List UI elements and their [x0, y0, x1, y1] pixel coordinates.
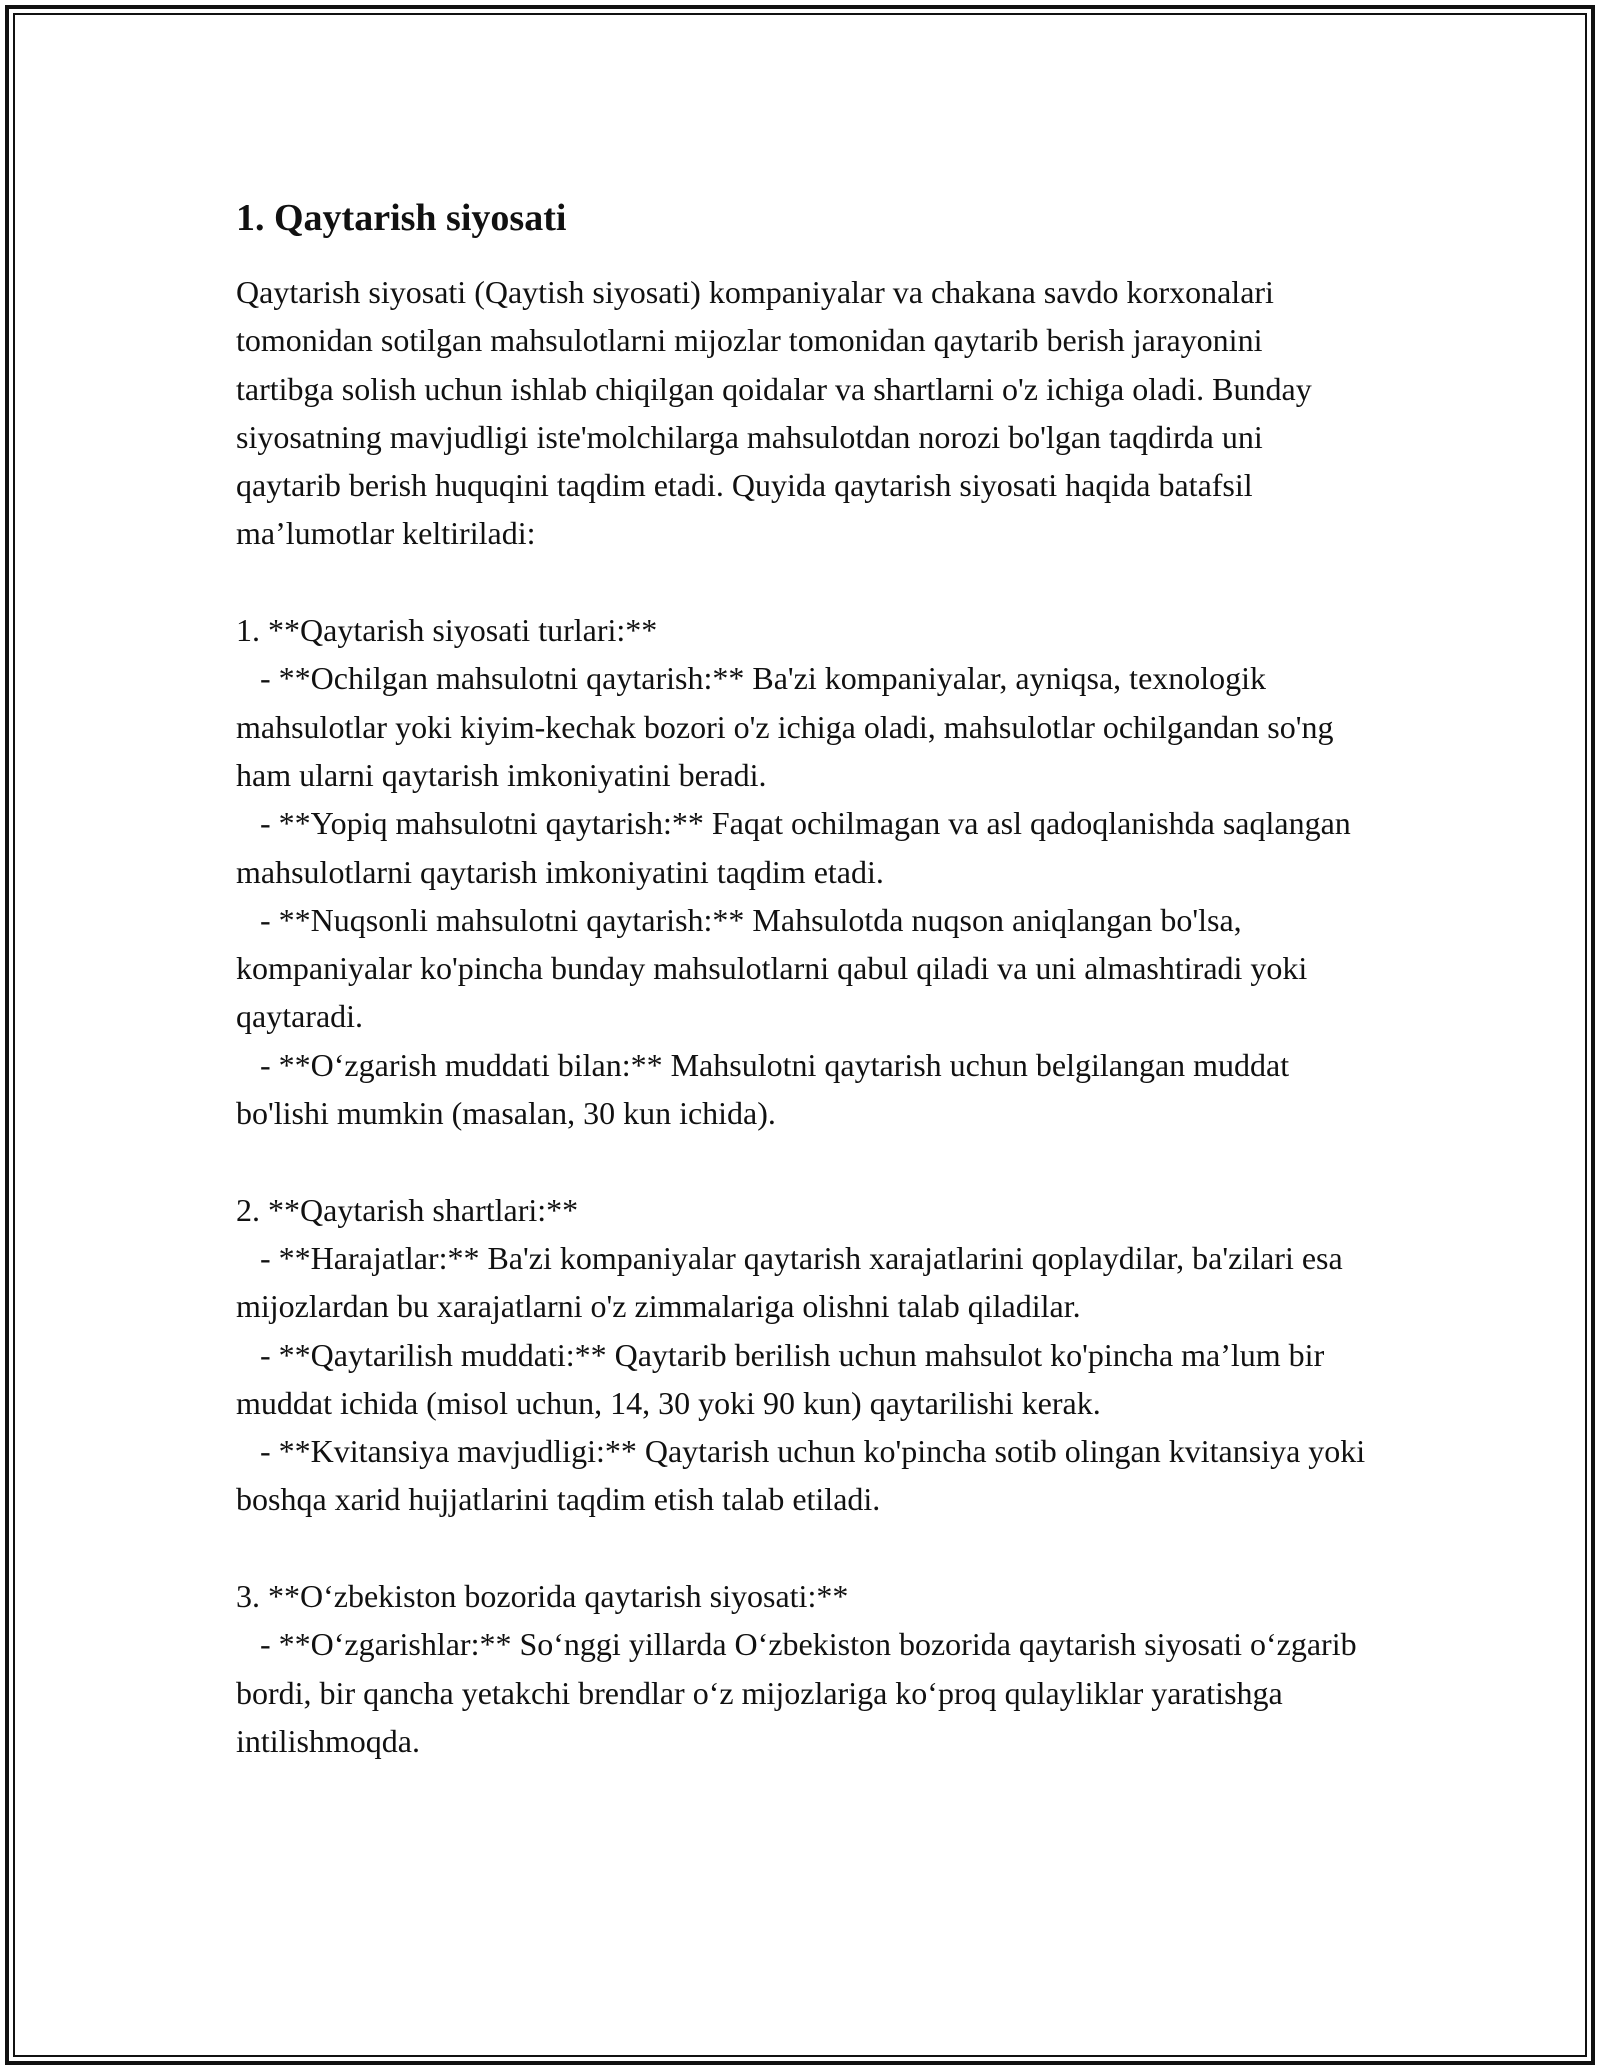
list-item: - **Ochilgan mahsulotni qaytarish:** Ba'zi kompaniyalar, ayniqsa, texnologik mahsulotlar yoki kiyim-kechak bozori o'z ichiga oladi, mahsulotlar ochilgandan so'ng ham ularni qaytarish imkoniyatini beradi.	[236, 660, 1342, 793]
section-return-policy-types	[236, 606, 1366, 1137]
intro-paragraph: Qaytarish siyosati (Qaytish siyosati) kompaniyalar va chakana savdo korxonalari tomonidan sotilgan mahsulotlarni mijozlar tomonidan qaytarib berish jarayonini tartibga solish uchun ishlab chiqilgan qoidalar va shartlarni o'z ichiga oladi. Bunday siyosatning mavjudligi iste'molchilarga mahsulotdan norozi bo'lgan taqdirda uni qaytarib berish huquqini taqdim etadi. Quyida qaytarish siyosati haqida batafsil ma’lumotlar keltiriladi:	[236, 274, 1312, 552]
document-body	[236, 180, 1374, 1765]
page-title: 1. Qaytarish siyosati	[236, 197, 567, 239]
list-item: - **O‘zgarishlar:** So‘nggi yillarda O‘zbekiston bozorida qaytarish siyosati o‘zgarib bordi, bir qancha yetakchi brendlar o‘z mijozlariga ko‘proq qulayliklar yaratishga intilishmoqda.	[236, 1626, 1365, 1759]
list-item: - **Kvitansiya mavjudligi:** Qaytarish uchun ko'pincha sotib olingan kvitansiya yoki boshqa xarid hujjatlarini taqdim etish talab etiladi.	[236, 1433, 1374, 1518]
section-heading: 1. **Qaytarish siyosati turlari:**	[236, 612, 658, 649]
list-item: - **O‘zgarish muddati bilan:** Mahsulotni qaytarish uchun belgilangan muddat bo'lishi mumkin (masalan, 30 kun ichida).	[236, 1046, 1298, 1132]
section-heading: 2. **Qaytarish shartlari:**	[236, 1191, 579, 1228]
list-item: - **Nuqsonli mahsulotni qaytarish:** Mahsulotda nuqson aniqlangan bo'lsa, kompaniyalar ko'pincha bunday mahsulotlarni qabul qiladi va uni almashtiradi yoki qaytaradi.	[236, 901, 1316, 1035]
list-item: - **Qaytarilish muddati:** Qaytarib berilish uchun mahsulot ko'pincha ma’lum bir muddat ichida (misol uchun, 14, 30 yoki 90 kun) qaytarilishi kerak.	[236, 1336, 1333, 1421]
spacer	[236, 558, 1366, 606]
spacer	[236, 1137, 1366, 1185]
spacer	[236, 1524, 1366, 1572]
section-heading: 3. **O‘zbekiston bozorida qaytarish siyosati:**	[236, 1578, 849, 1615]
section-return-conditions	[236, 1186, 1374, 1524]
list-item: - **Yopiq mahsulotni qaytarish:** Faqat ochilmagan va asl qadoqlanishda saqlangan mahsulotlarni qaytarish imkoniyatini taqdim etadi.	[236, 805, 1359, 890]
section-uzbekistan-market	[236, 1572, 1366, 1765]
list-item: - **Harajatlar:** Ba'zi kompaniyalar qaytarish xarajatlarini qoplaydilar, ba'zilari esa mijozlardan bu xarajatlarni o'z zimmalariga olishni talab qiladilar.	[236, 1239, 1351, 1325]
